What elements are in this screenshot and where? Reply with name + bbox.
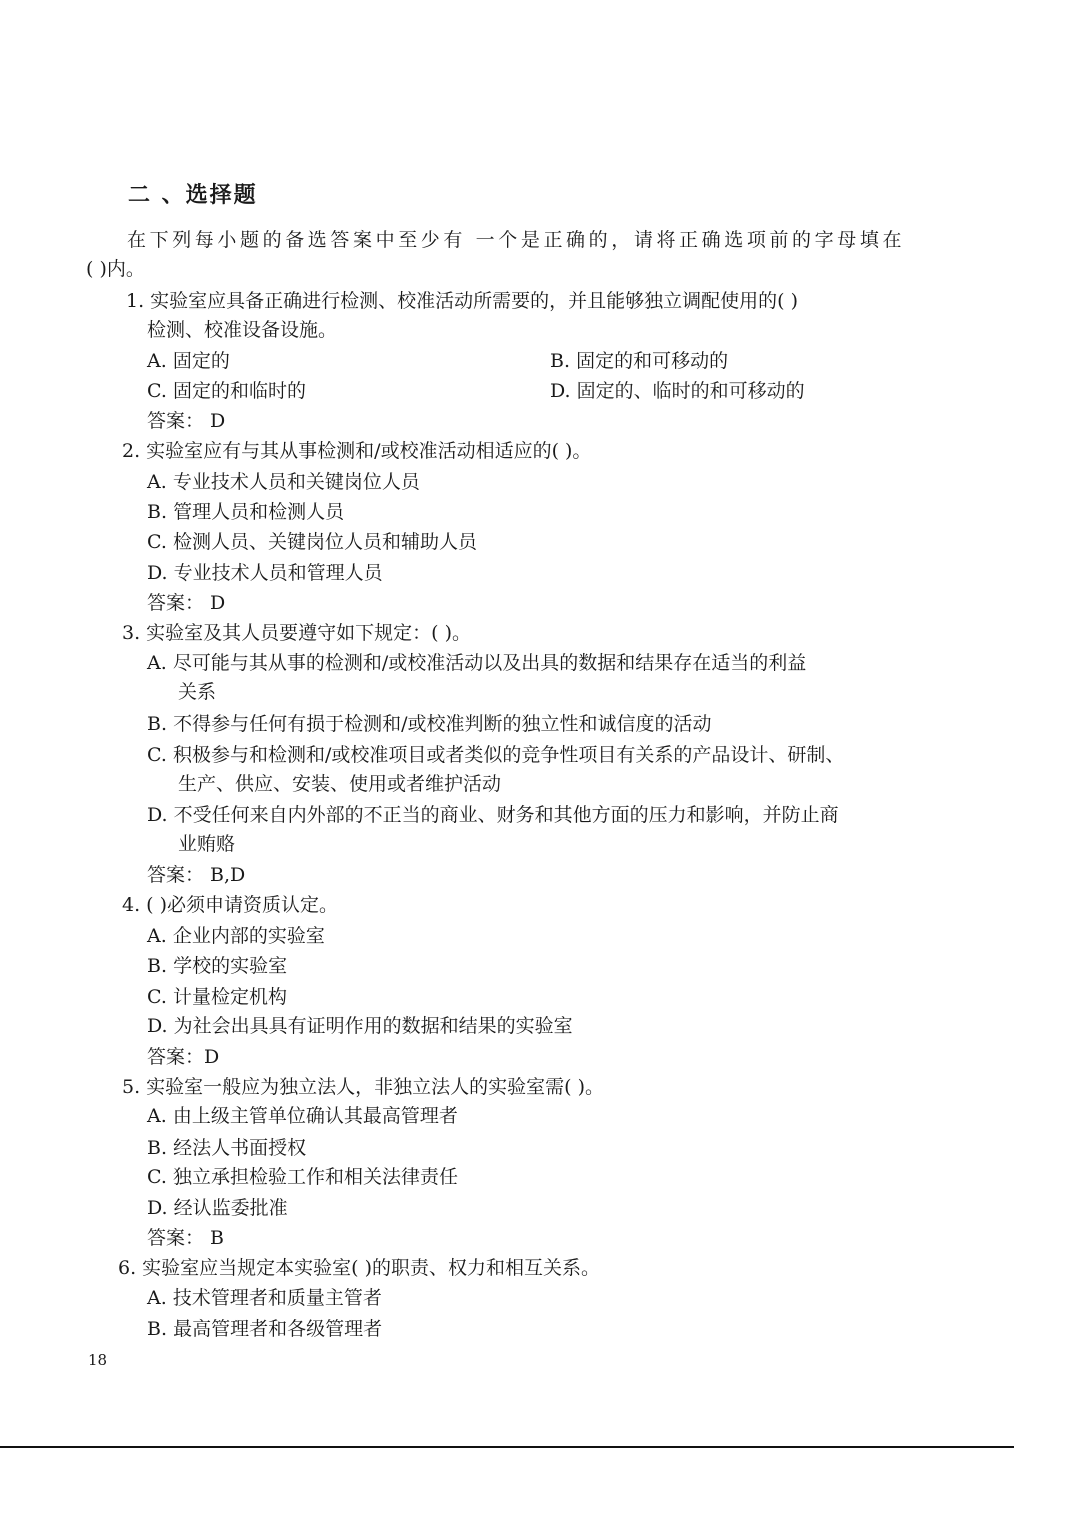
question-2-option-c: C. 检测人员、关键岗位人员和辅助人员 (147, 531, 477, 553)
question-6-stem: 6. 实验室应当规定本实验室( )的职责、权力和相互关系。 (118, 1257, 601, 1279)
question-5-option-d: D. 经认监委批准 (147, 1197, 288, 1219)
intro-line-2: ( )内。 (86, 258, 145, 280)
section-title: 二 、选择题 (128, 183, 258, 208)
question-6-option-a: A. 技术管理者和质量主管者 (147, 1287, 382, 1309)
question-1-stem: 1. 实验室应具备正确进行检测、校准活动所需要的，并且能够独立调配使用的( ) (126, 290, 799, 312)
intro-line-1: 在下列每小题的备选答案中至少有 一个是正确的，请将正确选项前的字母填在 (127, 229, 906, 251)
question-4-answer: 答案：D (147, 1046, 220, 1068)
question-5-option-c: C. 独立承担检验工作和相关法律责任 (147, 1166, 458, 1188)
question-4-option-b: B. 学校的实验室 (147, 955, 288, 977)
page-number: 18 (88, 1351, 108, 1369)
question-1-option-c: C. 固定的和临时的 (147, 380, 306, 402)
question-3-option-c-cont: 生产、供应、安装、使用或者维护活动 (178, 773, 502, 795)
question-5-answer: 答案： B (147, 1227, 225, 1249)
question-2-stem: 2. 实验室应有与其从事检测和/或校准活动相适应的( )。 (122, 440, 592, 462)
question-2-option-b: B. 管理人员和检测人员 (147, 501, 345, 523)
question-5-option-a: A. 由上级主管单位确认其最高管理者 (147, 1105, 458, 1127)
question-1-stem-cont: 检测、校准设备设施。 (147, 319, 338, 341)
question-2-answer: 答案： D (147, 592, 226, 614)
question-3-answer: 答案： B,D (147, 864, 246, 886)
footer-rule (0, 1446, 1014, 1448)
question-4-option-c: C. 计量检定机构 (147, 986, 287, 1008)
question-5-stem: 5. 实验室一般应为独立法人，非独立法人的实验室需( )。 (122, 1076, 605, 1098)
question-4-option-d: D. 为社会出具具有证明作用的数据和结果的实验室 (147, 1015, 573, 1037)
question-3-option-a-cont: 关系 (178, 681, 217, 703)
question-3-option-b: B. 不得参与任何有损于检测和/或校准判断的独立性和诚信度的活动 (147, 713, 712, 735)
question-3-option-c: C. 积极参与和检测和/或校准项目或者类似的竞争性项目有关系的产品设计、研制、 (147, 744, 845, 766)
question-1-option-a: A. 固定的 (147, 350, 230, 372)
question-4-option-a: A. 企业内部的实验室 (147, 925, 325, 947)
question-3-option-d: D. 不受任何来自内外部的不正当的商业、财务和其他方面的压力和影响，并防止商 (147, 804, 839, 826)
question-1-option-d: D. 固定的、临时的和可移动的 (550, 380, 805, 402)
question-2-option-a: A. 专业技术人员和关键岗位人员 (147, 471, 420, 493)
question-5-option-b: B. 经法人书面授权 (147, 1137, 307, 1159)
question-1-answer: 答案： D (147, 410, 226, 432)
question-6-option-b: B. 最高管理者和各级管理者 (147, 1318, 383, 1340)
question-2-option-d: D. 专业技术人员和管理人员 (147, 562, 383, 584)
question-3-stem: 3. 实验室及其人员要遵守如下规定：( )。 (122, 622, 472, 644)
question-1-option-b: B. 固定的和可移动的 (550, 350, 729, 372)
question-4-stem: 4. ( )必须申请资质认定。 (122, 894, 339, 916)
question-3-option-a: A. 尽可能与其从事的检测和/或校准活动以及出具的数据和结果存在适当的利益 (147, 652, 807, 674)
question-3-option-d-cont: 业贿赂 (178, 833, 236, 855)
